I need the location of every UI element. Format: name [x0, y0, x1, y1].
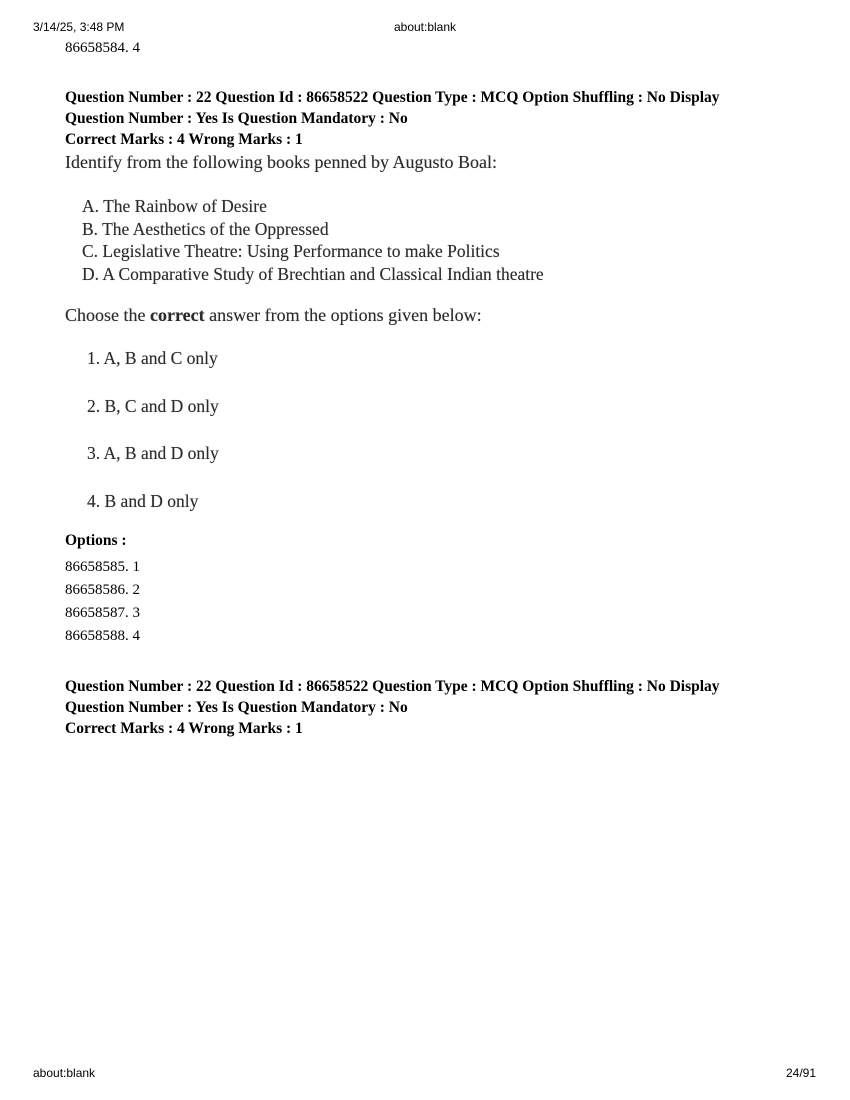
statement-list	[82, 195, 785, 285]
choose-suffix: answer from the options given below:	[204, 305, 482, 325]
answer-key-line: 86658584. 4	[65, 40, 140, 56]
choose-prefix: Choose the	[65, 305, 150, 325]
page-footer	[0, 1066, 850, 1082]
header-title: about:blank	[393, 20, 457, 34]
page-header	[0, 20, 850, 36]
statement-item: A. The Rainbow of Desire	[82, 196, 267, 216]
choose-bold-word: correct	[150, 305, 205, 325]
question-text: Identify from the following books penned by Augusto Boal:	[65, 152, 497, 172]
next-question-meta-block	[65, 676, 785, 739]
choice-item: 1. A, B and C only	[87, 348, 218, 368]
statement-item: D. A Comparative Study of Brechtian and Classical Indian theatre	[82, 263, 544, 284]
choice-item: 2. B, C and D only	[87, 395, 219, 416]
option-id-list	[65, 556, 785, 648]
statement-item: C. Legislative Theatre: Using Performance to make Politics	[82, 241, 500, 261]
header-datetime: 3/14/25, 3:48 PM	[33, 20, 125, 34]
document-content	[65, 40, 785, 741]
choose-instruction	[65, 305, 785, 326]
options-label: Options :	[65, 532, 127, 549]
choice-item: 3. A, B and D only	[87, 443, 219, 463]
footer-page-number: 24/91	[785, 1066, 816, 1080]
footer-url: about:blank	[33, 1066, 96, 1080]
question-meta: Question Number : 22 Question Id : 86658522 Question Type : MCQ Option Shuffling : No Display Question Number : Yes Is Question Mandatory : No	[65, 678, 720, 716]
question-image	[65, 152, 785, 512]
marks-line: Correct Marks : 4 Wrong Marks : 1	[65, 131, 303, 148]
option-id-line: 86658588. 4	[65, 628, 140, 644]
question-meta: Question Number : 22 Question Id : 86658522 Question Type : MCQ Option Shuffling : No Display Question Number : Yes Is Question Mandatory : No	[65, 89, 720, 127]
option-id-line: 86658587. 3	[65, 605, 140, 621]
option-id-line: 86658586. 2	[65, 582, 140, 598]
marks-line: Correct Marks : 4 Wrong Marks : 1	[65, 720, 303, 737]
statement-item: B. The Aesthetics of the Oppressed	[82, 218, 329, 239]
choice-item: 4. B and D only	[87, 490, 199, 511]
option-id-line: 86658585. 1	[65, 559, 140, 575]
